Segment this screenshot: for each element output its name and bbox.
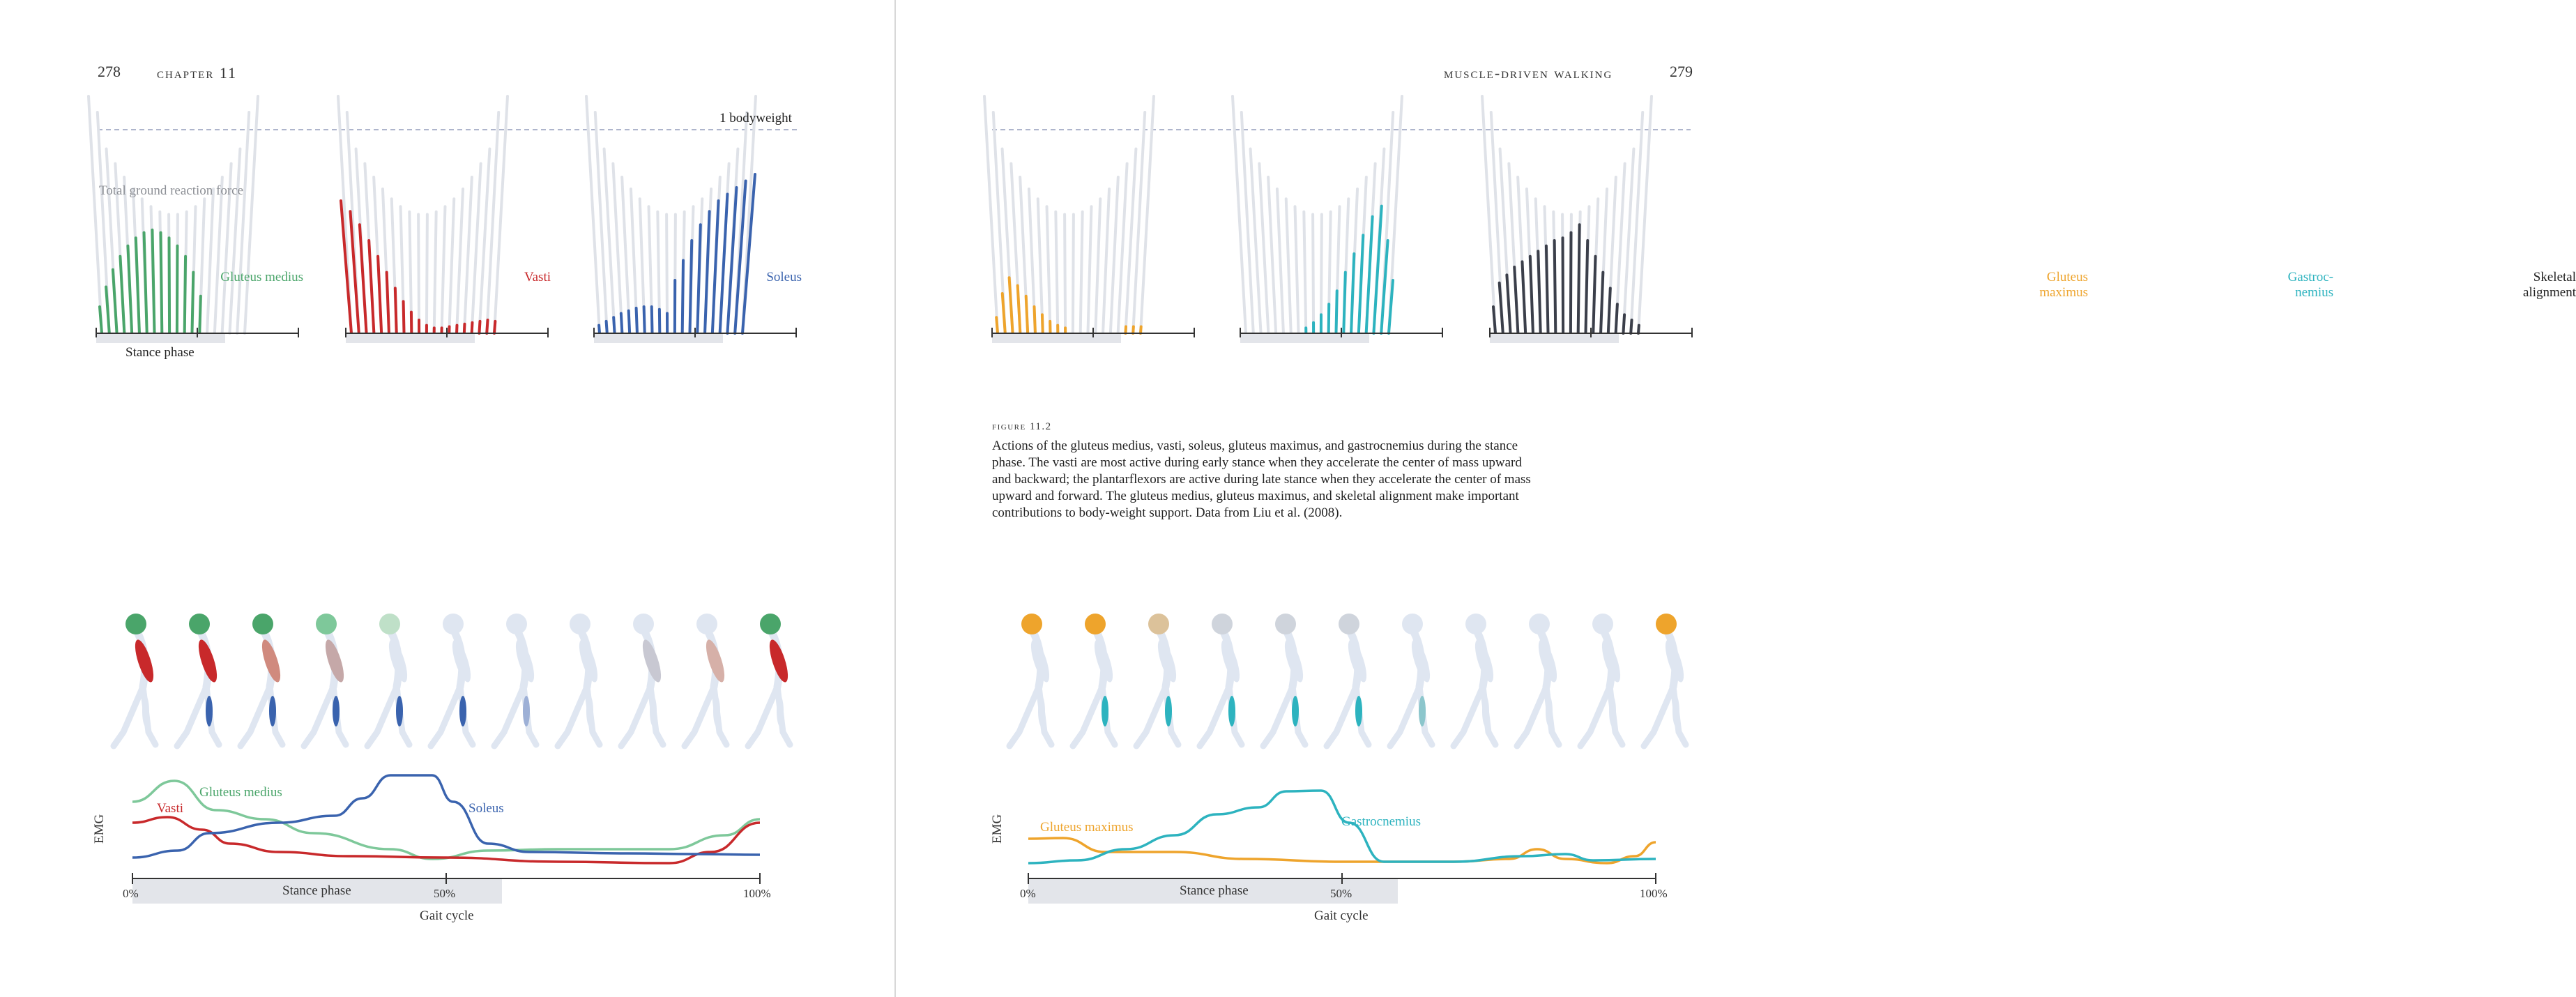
panel-label-gastrocnemius-line-2: nemius: [2295, 285, 2333, 300]
running-head-left: chapter 11: [157, 64, 238, 82]
panel-vasti-grf-line: [418, 215, 419, 333]
walker-4-back-leg: [367, 687, 397, 746]
left-figure: [0, 0, 894, 997]
walker-5-hip-muscle: [1339, 614, 1359, 634]
walker-9-back-leg: [1580, 687, 1610, 746]
panel-skeletal-muscle-line: [1616, 304, 1617, 333]
panel-gmax-muscle-line: [1042, 314, 1043, 333]
panel-gmed-stance-band: [96, 333, 225, 343]
panel-gmed-muscle-line: [192, 273, 193, 333]
panel-gmed-muscle-line: [144, 233, 147, 333]
walker-2-back-leg: [241, 687, 270, 746]
panel-gastroc-grf-line: [1277, 189, 1283, 333]
bodyweight-label: 1 bodyweight: [719, 111, 792, 125]
walker-8-back-leg: [1517, 687, 1546, 746]
panel-gastroc-grf-line: [1286, 199, 1291, 333]
panel-label-gluteus-medius: Gluteus medius: [220, 270, 303, 284]
walker-4-hip-muscle: [1275, 614, 1296, 634]
walker-2-hip-muscle: [252, 614, 273, 634]
emg-tick-0-right: 0%: [1020, 887, 1036, 900]
panel-label-vasti: Vasti: [524, 270, 551, 284]
panel-skeletal-muscle-line: [1507, 275, 1510, 333]
emg-tick-100-right: 100%: [1640, 887, 1668, 900]
walker-0-shank-muscle: [1038, 696, 1045, 726]
emg-line-vasti: [132, 817, 760, 863]
walker-6-shank-muscle: [1419, 696, 1426, 726]
panel-skeletal-muscle-line: [1578, 224, 1580, 333]
walker-8-hip-muscle: [633, 614, 654, 634]
walker-3-hip-muscle: [1212, 614, 1233, 634]
walker-5-back-leg: [1327, 687, 1356, 746]
panel-label-skeletal-alignment-line-1: Skeletal: [2533, 270, 2576, 284]
panel-gmed-muscle-line: [136, 238, 139, 333]
panel-gmax-grf-line: [1073, 215, 1074, 333]
emg-label-gastrocnemius: Gastrocnemius: [1341, 814, 1421, 829]
panel-skeletal-stance-band: [1490, 333, 1619, 343]
panel-gmax-grf-line: [1038, 199, 1043, 333]
walker-10-back-leg: [748, 687, 777, 746]
panel-skeletal-muscle-line: [1514, 267, 1518, 333]
walker-7-back-leg: [558, 687, 587, 746]
panel-skeletal-muscle-line: [1522, 261, 1525, 333]
panel-skeletal-muscle-line: [1563, 238, 1564, 333]
emg-stance-label-left: Stance phase: [282, 883, 351, 898]
walker-6-hip-muscle: [506, 614, 527, 634]
panel-vasti-grf-line: [449, 199, 454, 333]
panel-label-skeletal-alignment-line-2: alignment: [2523, 285, 2576, 300]
panel-label-gluteus-maximus-line-1: Gluteus: [2046, 270, 2088, 284]
panel-gmax-muscle-line: [1009, 277, 1013, 333]
emg-tick-50-left: 50%: [434, 887, 456, 900]
panel-gmax-stance-band: [992, 333, 1121, 343]
walker-6-shank-muscle: [523, 696, 530, 726]
panel-vasti-muscle-line: [360, 224, 367, 333]
emg-label-soleus: Soleus: [468, 801, 504, 816]
emg-xlabel-left: Gait cycle: [420, 908, 474, 923]
panel-label-skeletal-alignment: [2477, 270, 2576, 300]
page-number-left: 278: [98, 63, 121, 80]
panel-gmed-muscle-line: [152, 230, 154, 333]
panel-gastroc-grf-line: [1304, 212, 1306, 333]
page-number-right: 279: [1670, 63, 1693, 80]
panel-gmax-grf-line: [1081, 212, 1083, 333]
panel-label-gluteus-maximus: [1989, 270, 2088, 300]
walker-3-hip-muscle: [316, 614, 337, 634]
panel-gmed-muscle-line: [106, 287, 109, 334]
walker-9-back-leg: [685, 687, 714, 746]
walker-10-back-leg: [1644, 687, 1673, 746]
panel-vasti-muscle-line: [464, 324, 465, 333]
panel-gastroc-muscle-line: [1351, 254, 1354, 333]
panel-gmed-muscle-line: [120, 257, 124, 333]
emg-label-vasti: Vasti: [157, 801, 183, 816]
panel-vasti-muscle-line: [387, 273, 389, 333]
caption-line-1: Actions of the gluteus medius, vasti, soleus, gluteus maximus, and gastrocnemius during the stance: [992, 439, 1518, 453]
walker-2-shank-muscle: [1165, 696, 1172, 726]
panel-gmax-muscle-line: [1026, 296, 1028, 333]
panel-gmed-muscle-line: [161, 233, 162, 333]
panel-skeletal-muscle-line: [1546, 246, 1548, 333]
walker-4-shank-muscle: [1292, 696, 1299, 726]
panel-gmed-muscle-line: [199, 296, 201, 333]
walker-10-shank-muscle: [1672, 696, 1679, 726]
panel-skeletal-muscle-line: [1555, 241, 1556, 333]
figure-label: figure 11.2: [992, 421, 1052, 432]
panel-skeletal-muscle-line: [1601, 273, 1603, 333]
right-page: [896, 0, 2576, 997]
walker-9-shank-muscle: [713, 696, 720, 726]
panel-vasti-grf-line: [464, 177, 472, 333]
panel-skeletal-muscle-line: [1623, 314, 1624, 333]
walker-6-back-leg: [494, 687, 524, 746]
panel-gmax-grf-line: [1047, 206, 1051, 333]
walker-1-shank-muscle: [1102, 696, 1108, 726]
panel-gastroc-muscle-line: [1343, 273, 1346, 333]
left-page: [0, 0, 894, 997]
emg-stance-label-right: Stance phase: [1180, 883, 1249, 898]
panel-gastroc-grf-line: [1268, 177, 1276, 333]
panel-label-soleus: Soleus: [766, 270, 802, 284]
panel-vasti-grf-line: [441, 206, 445, 333]
panel-soleus-muscle-line: [621, 314, 623, 334]
caption-line-4: upward and forward. The gluteus medius, gluteus maximus, and skeletal alignment make important: [992, 489, 1519, 503]
total-grf-label: Total ground reaction force: [99, 183, 244, 198]
panel-label-gluteus-maximus-line-2: maximus: [2039, 285, 2088, 300]
walker-9-hip-muscle: [696, 614, 717, 634]
panel-skeletal-muscle-line: [1585, 241, 1587, 333]
panel-gmax-muscle-line: [996, 317, 998, 333]
walker-1-shank-muscle: [206, 696, 213, 726]
walker-6-hip-muscle: [1402, 614, 1423, 634]
walker-10-shank-muscle: [777, 696, 784, 726]
panel-skeletal-muscle-line: [1593, 257, 1595, 333]
panel-vasti-muscle-line: [378, 257, 381, 333]
panel-gmax-grf-line: [1055, 212, 1058, 333]
walker-3-shank-muscle: [333, 696, 340, 726]
panel-vasti-muscle-line: [395, 288, 397, 333]
walker-0-back-leg: [114, 687, 143, 746]
walker-3-back-leg: [304, 687, 333, 746]
walker-2-shank-muscle: [269, 696, 276, 726]
panel-soleus-muscle-line: [599, 326, 600, 333]
walker-7-shank-muscle: [1482, 696, 1489, 726]
walker-3-shank-muscle: [1228, 696, 1235, 726]
panel-gmax-muscle-line: [1133, 327, 1134, 334]
panel-soleus-muscle-line: [629, 311, 630, 333]
panel-label-gastrocnemius: [2234, 270, 2333, 300]
emg-xlabel-right: Gait cycle: [1314, 908, 1369, 923]
walker-5-shank-muscle: [1355, 696, 1362, 726]
panel-soleus-muscle-line: [720, 195, 728, 334]
walker-0-hip-muscle: [125, 614, 146, 634]
walker-10-hip-muscle: [760, 614, 781, 634]
walker-0-shank-muscle: [142, 696, 149, 726]
walker-7-shank-muscle: [586, 696, 593, 726]
panel-soleus-muscle-line: [644, 307, 645, 333]
emg-tick-0-left: 0%: [123, 887, 139, 900]
panel-soleus-muscle-line: [697, 224, 701, 333]
panel-gmax-grf-line: [1088, 206, 1091, 333]
caption-line-2: phase. The vasti are most active during early stance when they accelerate the center of mass upward: [992, 455, 1522, 470]
walker-10-hip-muscle: [1656, 614, 1677, 634]
panel-gastroc-muscle-line: [1366, 217, 1373, 333]
panel-vasti-stance-band: [346, 333, 475, 343]
panel-gastroc-stance-band: [1240, 333, 1369, 343]
panel-soleus-stance-band: [594, 333, 723, 343]
walker-1-back-leg: [177, 687, 206, 746]
walker-5-shank-muscle: [459, 696, 466, 726]
panel-gmed-grf-line: [207, 189, 213, 333]
panel-gmax-grf-line: [1095, 199, 1100, 333]
walker-4-back-leg: [1263, 687, 1293, 746]
walker-9-hip-muscle: [1592, 614, 1613, 634]
panel-vasti-grf-line: [457, 189, 463, 333]
walker-8-shank-muscle: [1546, 696, 1553, 726]
panel-soleus-muscle-line: [689, 241, 692, 333]
panel-vasti-muscle-line: [494, 321, 495, 333]
panel-vasti-grf-line: [434, 212, 436, 333]
walker-9-shank-muscle: [1609, 696, 1616, 726]
panel-skeletal-muscle-line: [1538, 251, 1540, 333]
walker-6-back-leg: [1390, 687, 1419, 746]
walker-0-hip-muscle: [1021, 614, 1042, 634]
walker-3-back-leg: [1200, 687, 1229, 746]
panel-vasti-muscle-line: [472, 323, 473, 333]
emg-line-gluteus-maximus: [1028, 838, 1656, 863]
panel-skeletal-muscle-line: [1638, 326, 1639, 333]
running-head-right: muscle-driven walking: [1444, 64, 1613, 82]
panel-gmax-grf-line: [1111, 177, 1118, 333]
walker-4-shank-muscle: [396, 696, 403, 726]
walker-0-back-leg: [1009, 687, 1039, 746]
emg-tick-50-right: 50%: [1330, 887, 1352, 900]
walker-7-hip-muscle: [570, 614, 590, 634]
emg-label-gluteus-medius: Gluteus medius: [199, 785, 282, 800]
emg-tick-100-left: 100%: [743, 887, 771, 900]
panel-soleus-muscle-line: [652, 307, 653, 333]
panel-gmax-grf-line: [1103, 189, 1109, 333]
panel-vasti-muscle-line: [479, 321, 480, 333]
panel-skeletal-muscle-line: [1608, 288, 1610, 333]
walker-1-back-leg: [1073, 687, 1102, 746]
panel-gmed-muscle-line: [113, 270, 117, 333]
walker-7-back-leg: [1454, 687, 1483, 746]
walker-1-hip-muscle: [189, 614, 210, 634]
panel-label-gastrocnemius-line-1: Gastroc-: [2287, 270, 2333, 284]
panel-soleus-muscle-line: [613, 317, 614, 333]
panel-gmax-muscle-line: [1125, 327, 1126, 334]
panel-gmed-muscle-line: [169, 238, 170, 333]
walker-7-hip-muscle: [1465, 614, 1486, 634]
panel-gmax-muscle-line: [1018, 286, 1021, 333]
walker-8-back-leg: [621, 687, 650, 746]
panel-skeletal-muscle-line: [1500, 283, 1503, 333]
emg-ylabel-right: EMG: [990, 814, 1005, 844]
panel-gmed-muscle-line: [177, 246, 178, 333]
panel-soleus-muscle-line: [712, 201, 719, 333]
walker-2-hip-muscle: [1148, 614, 1169, 634]
panel-gastroc-muscle-line: [1373, 206, 1381, 333]
stance-phase-label: Stance phase: [125, 345, 195, 360]
panel-gastroc-muscle-line: [1359, 235, 1363, 333]
panel-skeletal-muscle-line: [1530, 257, 1533, 333]
emg-label-gluteus-maximus: Gluteus maximus: [1040, 820, 1134, 835]
caption-line-5: contributions to body-weight support. Data from Liu et al. (2008).: [992, 505, 1343, 520]
emg-ylabel-left: EMG: [92, 814, 107, 844]
walker-2-back-leg: [1136, 687, 1166, 746]
walker-8-hip-muscle: [1529, 614, 1550, 634]
walker-1-hip-muscle: [1085, 614, 1106, 634]
walker-8-shank-muscle: [650, 696, 657, 726]
panel-vasti-muscle-line: [369, 241, 374, 333]
caption-line-3: and backward; the plantarflexors are active during late stance when they accelerate the center of mass: [992, 472, 1531, 487]
walker-4-hip-muscle: [379, 614, 400, 634]
panel-gastroc-grf-line: [1295, 206, 1299, 333]
walker-5-back-leg: [431, 687, 460, 746]
figure-caption: [992, 418, 1578, 522]
walker-5-hip-muscle: [443, 614, 464, 634]
panel-gmed-grf-line: [215, 177, 222, 333]
